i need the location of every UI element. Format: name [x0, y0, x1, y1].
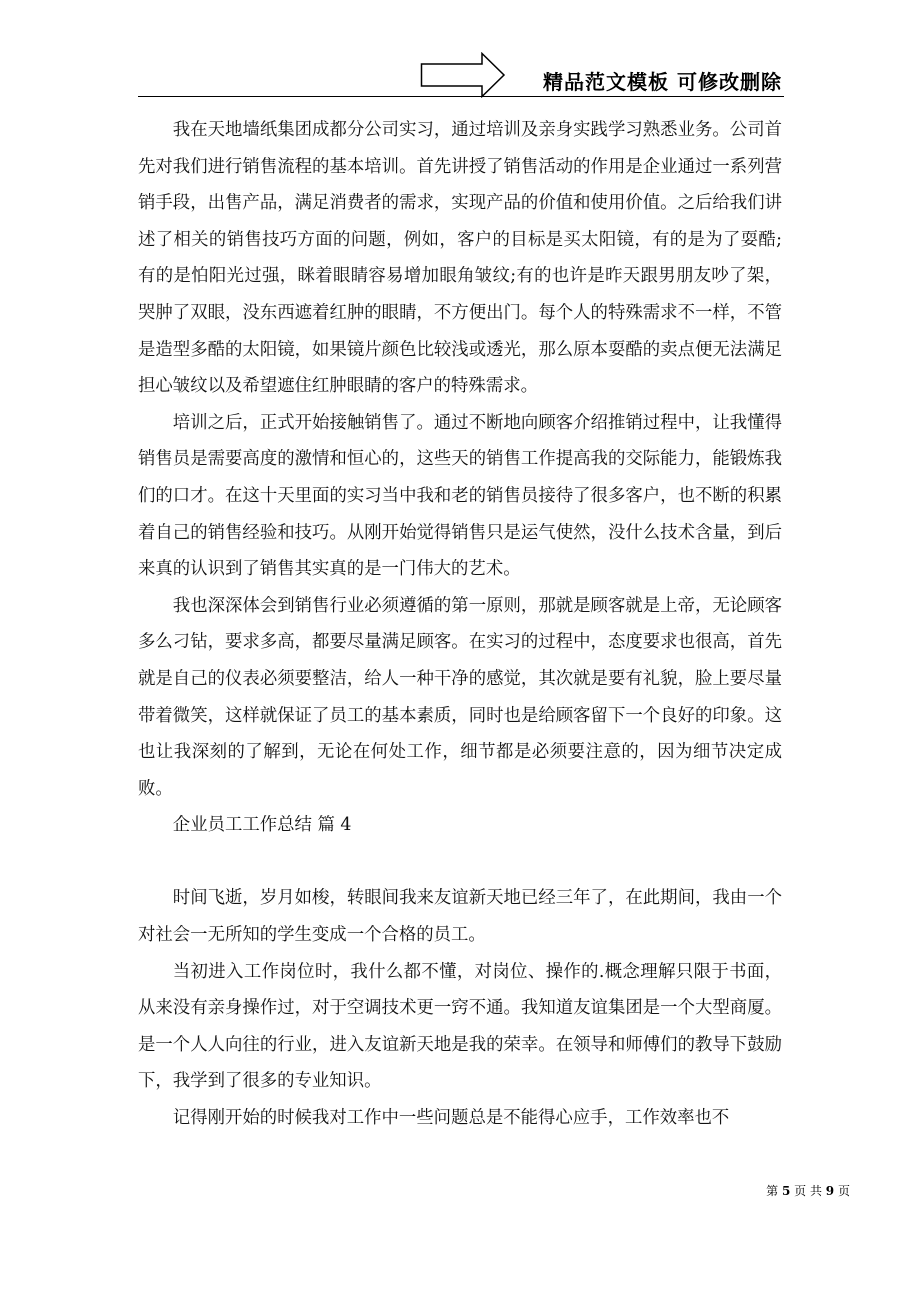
body-paragraph: 我在天地墙纸集团成都分公司实习，通过培训及亲身实践学习熟悉业务。公司首先对我们进行销售流程的基本培训。首先讲授了销售活动的作用是企业通过一系列营销手段，出售产品，满足消费者的需求，实现产品的价值和使用价值。之后给我们讲述了相关的销售技巧方面的问题，例如，客户的目标是买太阳镜，有的是为了耍酷;有的是怕阳光过强，眯着眼睛容易增加眼角皱纹;有的也许是昨天跟男朋友吵了架，哭肿了双眼，没东西遮着红肿的眼睛，不方便出门。每个人的特殊需求不一样，不管是造型多酷的太阳镜，如果镜片颜色比较浅或透光，那么原本耍酷的卖点便无法满足担心皱纹以及希望遮住红肿眼睛的客户的特殊需求。 [138, 120, 782, 397]
footer-prefix: 第 [766, 1184, 779, 1198]
body-paragraph: 培训之后，正式开始接触销售了。通过不断地向顾客介绍推销过程中，让我懂得销售员是需要高度的激情和恒心的，这些天的销售工作提高我的交际能力，能锻炼我们的口才。在这十天里面的实习当中我和老的销售员接待了很多客户，也不断的积累着自己的销售经验和技巧。从刚开始觉得销售只是运气使然，没什么技术含量，到后来真的认识到了销售其实真的是一门伟大的艺术。 [138, 412, 782, 580]
footer-middle: 页 共 [794, 1184, 822, 1198]
page-number-footer [766, 1182, 850, 1199]
body-paragraph: 时间飞逝，岁月如梭，转眼间我来友谊新天地已经三年了，在此期间，我由一个对社会一无所知的学生变成一个合格的员工。 [138, 888, 782, 946]
body-paragraph: 我也深深体会到销售行业必须遵循的第一原则，那就是顾客就是上帝，无论顾客多么刁钻，要求多高，都要尽量满足顾客。在实习的过程中，态度要求也很高，首先就是自己的仪表必须要整洁，给人一种干净的感觉，其次就是要有礼貌，脸上要尽量带着微笑，这样就保证了员工的基本素质，同时也是给顾客留下一个良好的印象。这也让我深刻的了解到，无论在何处工作，细节都是必须要注意的，因为细节决定成败。 [138, 595, 782, 799]
blank-line [138, 844, 782, 881]
document-body [138, 112, 782, 1137]
body-paragraph: 当初进入工作岗位时，我什么都不懂，对岗位、操作的.概念理解只限于书面，从来没有亲身操作过，对于空调技术更一窍不通。我知道友谊集团是一个大型商厦。是一个人人向往的行业，进入友谊新天地是我的荣幸。在领导和师傅们的教导下鼓励下，我学到了很多的专业知识。 [138, 961, 782, 1092]
section-heading: 企业员工工作总结 篇 4 [172, 815, 352, 836]
footer-suffix: 页 [837, 1184, 850, 1198]
right-arrow-outline-icon [420, 52, 506, 98]
header-divider [138, 96, 784, 97]
total-page-count: 9 [825, 1184, 835, 1198]
body-paragraph: 记得刚开始的时候我对工作中一些问题总是不能得心应手，工作效率也不 [172, 1108, 730, 1129]
current-page-number: 5 [781, 1184, 791, 1198]
header-title: 精品范文模板 可修改删除 [543, 70, 782, 94]
